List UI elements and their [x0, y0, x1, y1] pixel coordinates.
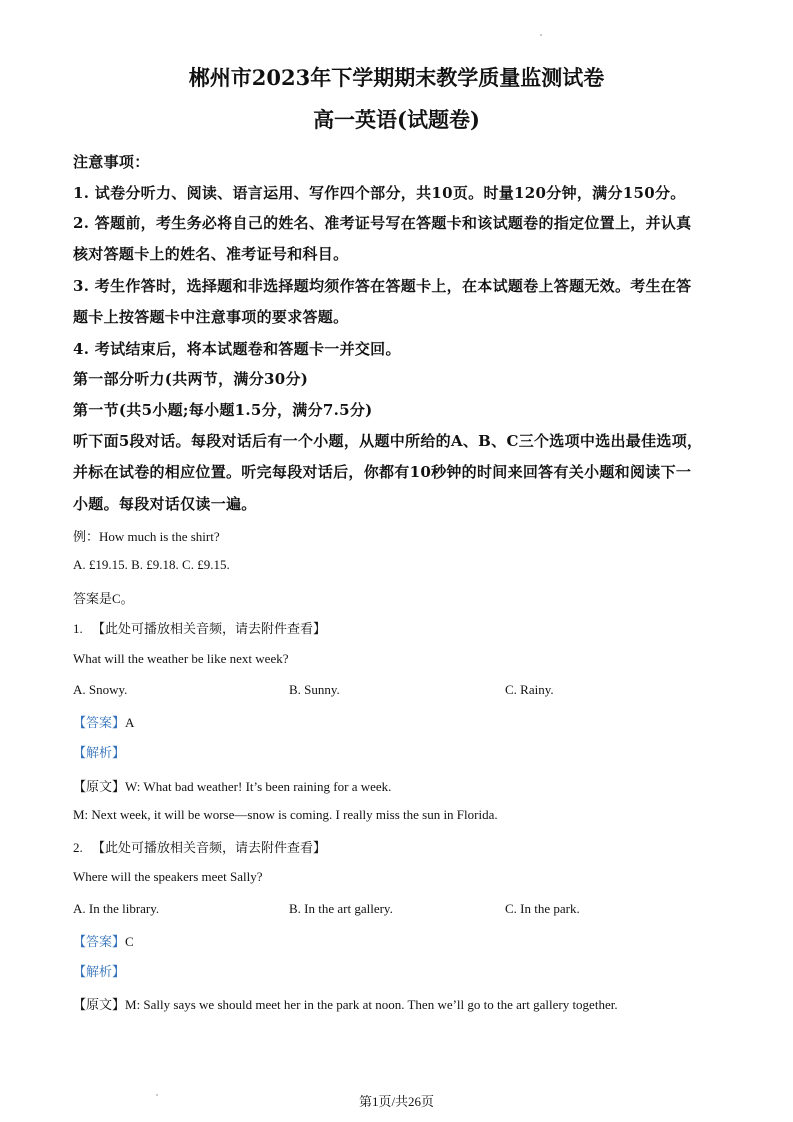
question-1-option-a: A. Snowy.	[73, 682, 128, 697]
section1-heading: 第一节(共5小题;每小题1.5分，满分7.5分)	[73, 401, 373, 419]
transcript-line: M: Sally says we should meet her in the park at noon. Then we’ll go to the art gallery together.	[125, 997, 618, 1012]
question-2-answer	[73, 931, 134, 950]
question-1-option-b: B. Sunny.	[289, 682, 340, 697]
instruction-line-2: 并标在试卷的相应位置。听完每段对话后，你都有10秒钟的时间来回答有关小题和阅读下一	[73, 463, 692, 481]
question-1-transcript-1	[73, 776, 391, 795]
instruction-line-3: 小题。每段对话仅读一遍。	[73, 495, 257, 513]
question-2-text: Where will the speakers meet Sally?	[73, 869, 263, 884]
corner-speck	[540, 34, 542, 36]
question-number: 1.	[73, 621, 83, 636]
example-options: A. £19.15. B. £9.18. C. £9.15.	[73, 557, 230, 572]
page-subtitle: 高一英语(试题卷)	[313, 107, 480, 132]
notice-line-1: 1. 试卷分听力、阅读、语言运用、写作四个部分，共10页。时量120分钟，满分150分。	[73, 184, 686, 202]
question-2-header	[73, 837, 326, 856]
question-2-transcript-1	[73, 994, 618, 1013]
transcript-tag: 【原文】	[73, 779, 126, 794]
question-2-analysis-tag: 【解析】	[73, 964, 126, 979]
question-number: 2.	[73, 840, 83, 855]
audio-note: 【此处可播放相关音频，请去附件查看】	[92, 621, 327, 636]
answer-tag: 【答案】	[73, 715, 126, 730]
question-1-option-c: C. Rainy.	[505, 682, 554, 697]
question-2-option-a: A. In the library.	[73, 901, 160, 916]
notice-line-4: 3. 考生作答时，选择题和非选择题均须作答在答题卡上，在本试题卷上答题无效。考生在答	[73, 277, 692, 295]
answer-tag: 【答案】	[73, 934, 126, 949]
notice-line-5: 题卡上按答题卡中注意事项的要求答题。	[73, 308, 349, 326]
answer-value: C	[125, 934, 134, 949]
question-1-transcript-2: M: Next week, it will be worse—snow is coming. I really miss the sun in Florida.	[73, 807, 498, 822]
question-2-option-c: C. In the park.	[505, 901, 580, 916]
page-title: 郴州市2023年下学期期末教学质量监测试卷	[188, 65, 605, 90]
notice-line-3: 核对答题卡上的姓名、准考证号和科目。	[73, 245, 349, 263]
transcript-line: W: What bad weather! It’s been raining for a week.	[125, 779, 392, 794]
example-answer: 答案是C。	[73, 591, 134, 606]
question-1-header	[73, 618, 326, 637]
question-2-option-b: B. In the art gallery.	[289, 901, 393, 916]
part1-heading: 第一部分听力(共两节，满分30分)	[73, 370, 309, 388]
notice-line-2: 2. 答题前，考生务必将自己的姓名、准考证号写在答题卡和该试题卷的指定位置上，并认真	[73, 214, 692, 232]
transcript-tag: 【原文】	[73, 997, 126, 1012]
question-1-answer	[73, 712, 134, 731]
notice-heading: 注意事项：	[73, 153, 150, 171]
question-1-analysis-tag: 【解析】	[73, 745, 126, 760]
question-1-text: What will the weather be like next week?	[73, 651, 289, 666]
notice-line-6: 4. 考试结束后，将本试题卷和答题卡一并交回。	[73, 340, 401, 358]
answer-value: A	[125, 715, 135, 730]
example-question: 例：How much is the shirt?	[73, 529, 220, 544]
instruction-line-1: 听下面5段对话。每段对话后有一个小题，从题中所给的A、B、C三个选项中选出最佳选项，	[73, 432, 703, 450]
page-footer: 第1页/共26页	[358, 1094, 435, 1109]
audio-note: 【此处可播放相关音频，请去附件查看】	[92, 840, 327, 855]
